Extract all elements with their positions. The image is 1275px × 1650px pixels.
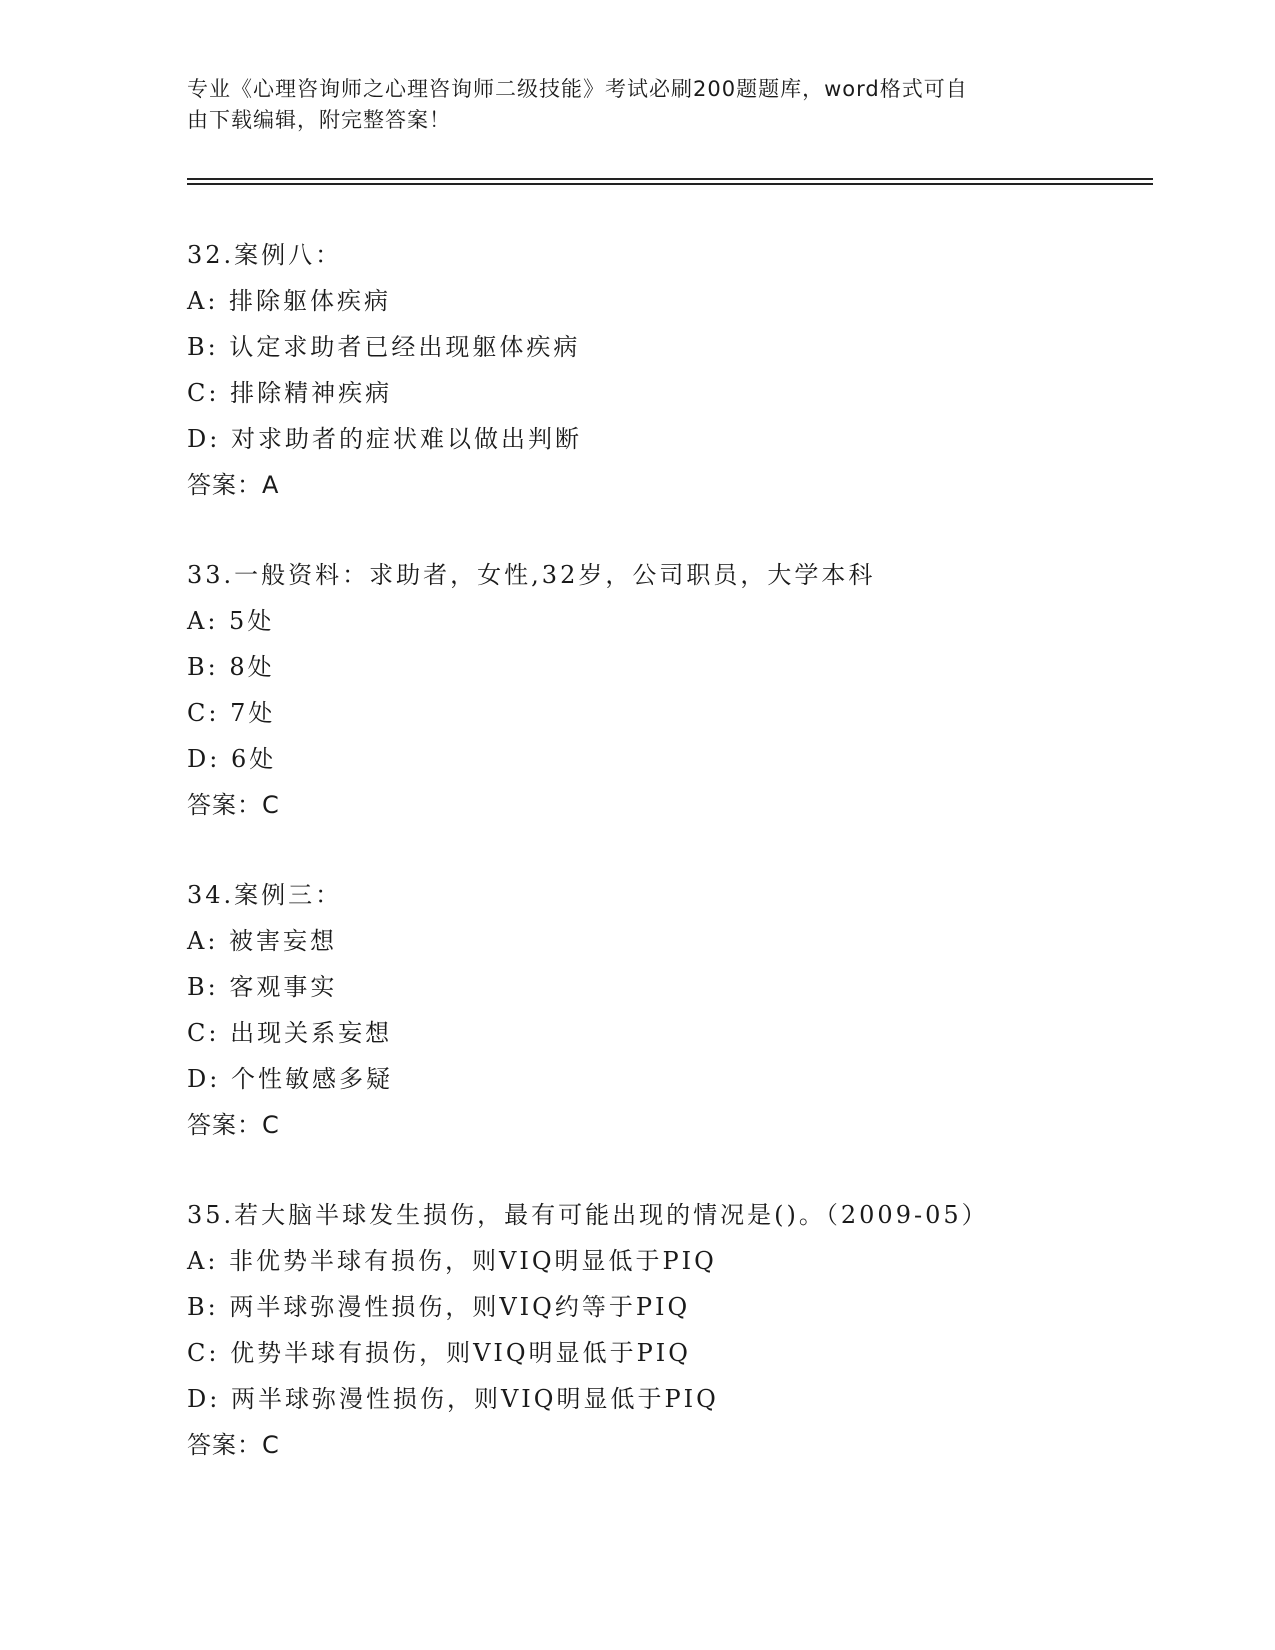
option-d: D: 对求助者的症状难以做出判断	[187, 425, 582, 453]
option-d: D: 6处	[187, 745, 277, 773]
header-rule-bottom	[187, 183, 1153, 185]
document-header	[187, 74, 1067, 136]
option-a: A: 被害妄想	[187, 927, 338, 955]
option-a: A: 排除躯体疾病	[187, 287, 392, 315]
question-34	[187, 872, 1167, 1148]
header-line-2: 由下载编辑，附完整答案！	[187, 108, 451, 132]
option-d: D: 个性敏感多疑	[187, 1065, 393, 1093]
question-35	[187, 1192, 1167, 1468]
option-b: B: 认定求助者已经出现躯体疾病	[187, 333, 581, 361]
question-title: 35.若大脑半球发生损伤，最有可能出现的情况是()。（2009-05）	[187, 1201, 989, 1229]
option-d: D: 两半球弥漫性损伤，则VIQ明显低于PIQ	[187, 1385, 719, 1413]
option-c: C: 排除精神疾病	[187, 379, 393, 407]
option-b: B: 8处	[187, 653, 275, 681]
answer: 答案：C	[187, 1111, 280, 1139]
question-32	[187, 232, 1167, 508]
answer: 答案：A	[187, 471, 280, 499]
option-c: C: 7处	[187, 699, 276, 727]
option-c: C: 出现关系妄想	[187, 1019, 393, 1047]
option-a: A: 非优势半球有损伤，则VIQ明显低于PIQ	[187, 1247, 717, 1275]
answer: 答案：C	[187, 1431, 280, 1459]
option-a: A: 5处	[187, 607, 275, 635]
answer: 答案：C	[187, 791, 280, 819]
option-b: B: 客观事实	[187, 973, 338, 1001]
question-title: 32.案例八：	[187, 241, 343, 269]
question-title: 33.一般资料：求助者，女性,32岁，公司职员，大学本科	[187, 561, 876, 589]
option-c: C: 优势半球有损伤，则VIQ明显低于PIQ	[187, 1339, 691, 1367]
option-b: B: 两半球弥漫性损伤，则VIQ约等于PIQ	[187, 1293, 691, 1321]
header-rule-top	[187, 178, 1153, 180]
header-line-1: 专业《心理咨询师之心理咨询师二级技能》考试必刷200题题库，word格式可自	[187, 77, 968, 101]
question-33	[187, 552, 1167, 828]
question-title: 34.案例三：	[187, 881, 343, 909]
